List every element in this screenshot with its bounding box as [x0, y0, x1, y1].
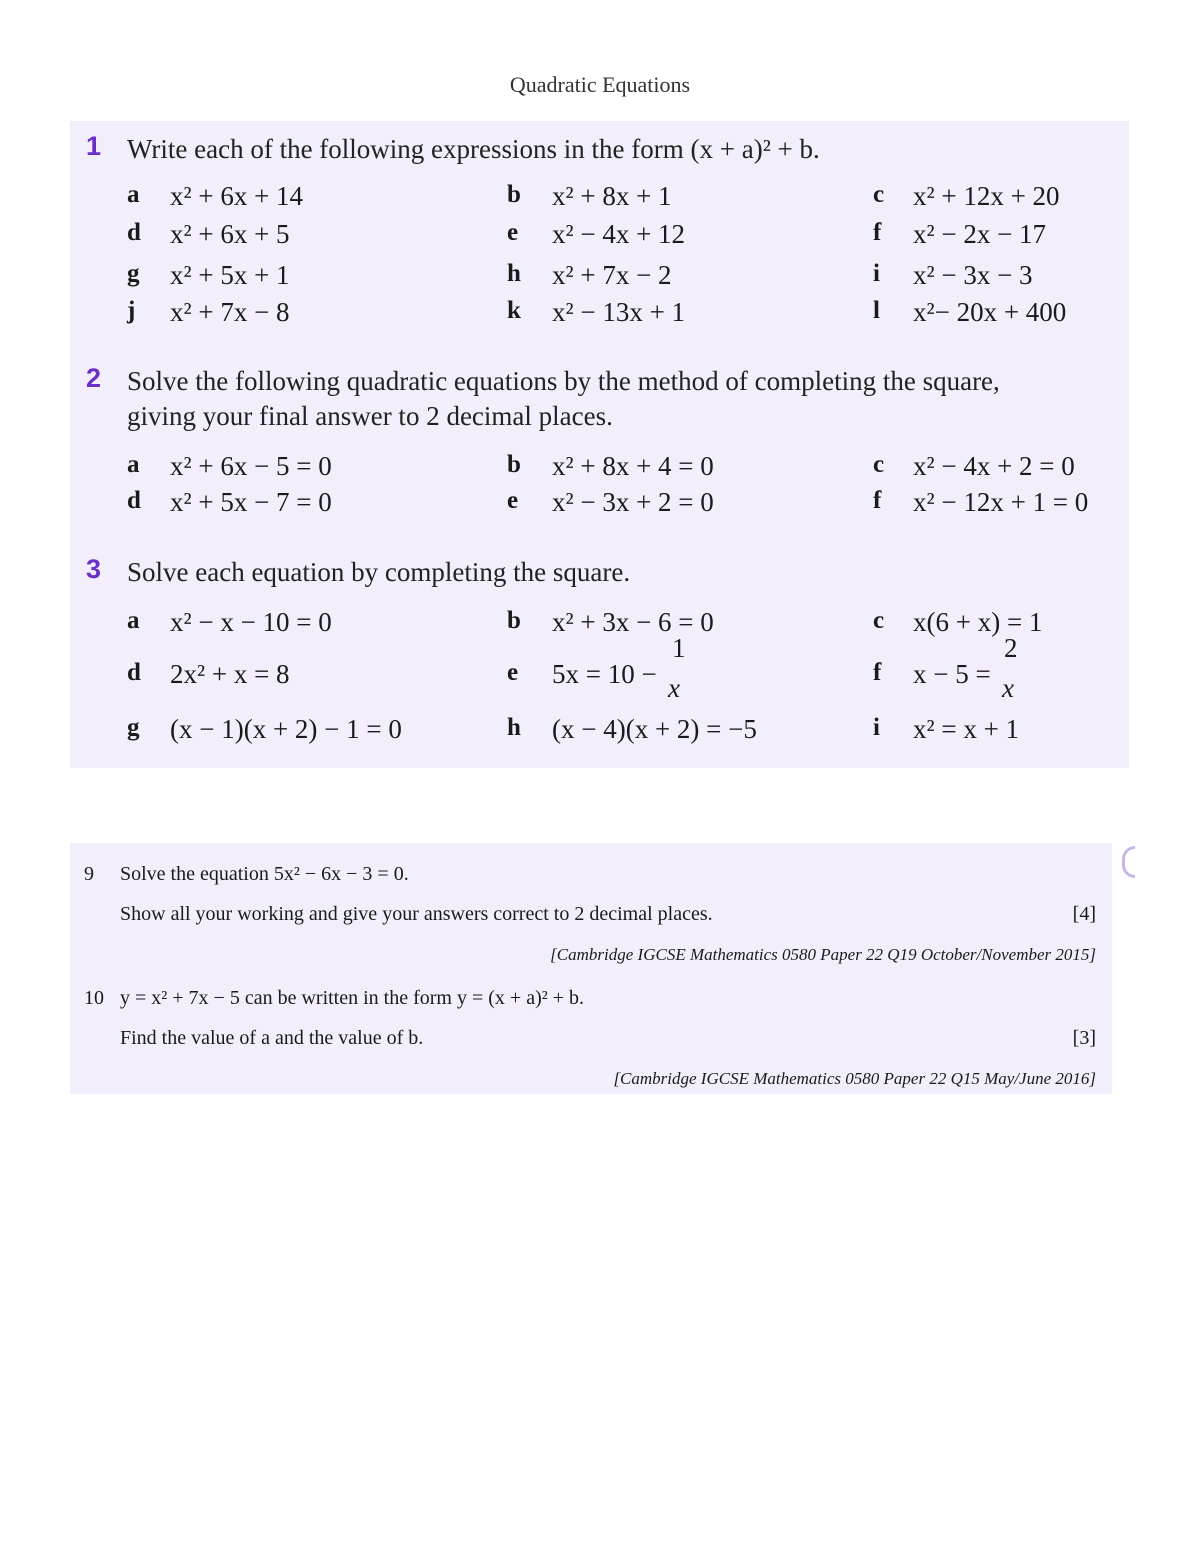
expression: x² − 4x + 2 = 0 — [913, 451, 1075, 481]
part-label: a — [127, 451, 140, 478]
question-text: Show all your working and give your answers correct to 2 decimal places. — [120, 903, 713, 925]
part-label: a — [127, 181, 140, 208]
expression: x² + 7x − 2 — [552, 260, 672, 290]
source-reference: [Cambridge IGCSE Mathematics 0580 Paper 22 Q19 October/November 2015] — [550, 945, 1096, 964]
fraction-denominator: x — [668, 673, 680, 703]
part-label: e — [507, 659, 519, 686]
part-label: e — [507, 219, 519, 246]
expression: x − 5 = — [913, 659, 991, 689]
part-label: d — [127, 487, 141, 514]
fraction-numerator: 2 — [1004, 633, 1018, 663]
expression: (x − 1)(x + 2) − 1 = 0 — [170, 714, 402, 744]
expression: x² − x − 10 = 0 — [170, 607, 332, 637]
part-label: f — [873, 659, 882, 686]
question-number: 10 — [84, 987, 104, 1009]
expression: x²− 20x + 400 — [913, 297, 1067, 327]
part-label: f — [873, 487, 882, 514]
question-number: 3 — [86, 554, 102, 584]
marks: [3] — [1072, 1027, 1096, 1049]
expression: x² − 13x + 1 — [552, 297, 686, 327]
part-label: i — [873, 714, 880, 741]
question-3-row — [70, 714, 1129, 750]
part-label: b — [507, 451, 521, 478]
part-label: h — [507, 714, 521, 741]
expression: x² + 5x − 7 = 0 — [170, 487, 332, 517]
expression: x² − 3x + 2 = 0 — [552, 487, 714, 517]
part-label: d — [127, 219, 141, 246]
expression: x² + 7x − 8 — [170, 297, 290, 327]
marks: [4] — [1072, 903, 1096, 925]
question-3-row — [70, 633, 1129, 703]
past-paper-box — [70, 843, 1112, 1094]
expression: x² + 6x + 14 — [170, 181, 304, 211]
question-text: Solve each equation by completing the square. — [127, 557, 631, 587]
source-reference: [Cambridge IGCSE Mathematics 0580 Paper 22 Q15 May/June 2016] — [613, 1069, 1096, 1088]
expression: x² + 6x + 5 — [170, 219, 290, 249]
question-number: 9 — [84, 863, 94, 885]
expression: x² − 12x + 1 = 0 — [913, 487, 1089, 517]
part-label: e — [507, 487, 519, 514]
expression: x² + 5x + 1 — [170, 260, 290, 290]
fraction-denominator: x — [1002, 673, 1014, 703]
fraction-numerator: 1 — [672, 633, 686, 663]
expression: x² + 3x − 6 = 0 — [552, 607, 714, 637]
expression: x(6 + x) = 1 — [913, 607, 1043, 637]
expression: x² + 12x + 20 — [913, 181, 1060, 211]
expression: x² + 6x − 5 = 0 — [170, 451, 332, 481]
question-3-row — [70, 607, 1129, 643]
question-1-row — [70, 219, 1129, 255]
expression: x² + 8x + 1 — [552, 181, 672, 211]
question-2-row — [70, 487, 1129, 523]
expression: x² = x + 1 — [913, 714, 1020, 744]
expression: x² − 3x − 3 — [913, 260, 1033, 290]
question-text: Find the value of a and the value of b. — [120, 1027, 424, 1049]
part-label: b — [507, 607, 521, 634]
part-label: c — [873, 181, 885, 208]
part-label: b — [507, 181, 521, 208]
part-label: j — [127, 297, 136, 324]
question-number: 2 — [86, 363, 102, 393]
bracket-mark — [1122, 846, 1135, 878]
part-label: i — [873, 260, 880, 287]
exercise-box — [70, 121, 1129, 768]
page-title: Quadratic Equations — [509, 72, 691, 97]
expression: x² − 2x − 17 — [913, 219, 1047, 249]
question-text: Solve the following quadratic equations by the method of completing the square, — [127, 366, 1000, 396]
question-2-row — [70, 451, 1129, 487]
question-text: giving your final answer to 2 decimal places. — [127, 401, 613, 431]
part-label: h — [507, 260, 521, 287]
expression: 5x = 10 − — [552, 659, 657, 689]
part-label: c — [873, 451, 885, 478]
part-label: d — [127, 659, 141, 686]
question-text: y = x² + 7x − 5 can be written in the form y = (x + a)² + b. — [120, 987, 585, 1009]
expression: (x − 4)(x + 2) = −5 — [552, 714, 757, 744]
part-label: a — [127, 607, 140, 634]
expression: x² − 4x + 12 — [552, 219, 686, 249]
question-1-row — [70, 181, 1129, 217]
expression: x² + 8x + 4 = 0 — [552, 451, 714, 481]
question-number: 1 — [86, 131, 102, 161]
part-label: k — [507, 297, 521, 324]
part-label: g — [127, 714, 140, 741]
question-1-row — [70, 297, 1129, 333]
part-label: g — [127, 260, 140, 287]
expression: 2x² + x = 8 — [170, 659, 290, 689]
question-text: Write each of the following expressions in the form (x + a)² + b. — [127, 134, 820, 164]
question-1-row — [70, 260, 1129, 296]
question-text: Solve the equation 5x² − 6x − 3 = 0. — [120, 863, 409, 885]
part-label: f — [873, 219, 882, 246]
part-label: l — [873, 297, 880, 324]
part-label: c — [873, 607, 885, 634]
